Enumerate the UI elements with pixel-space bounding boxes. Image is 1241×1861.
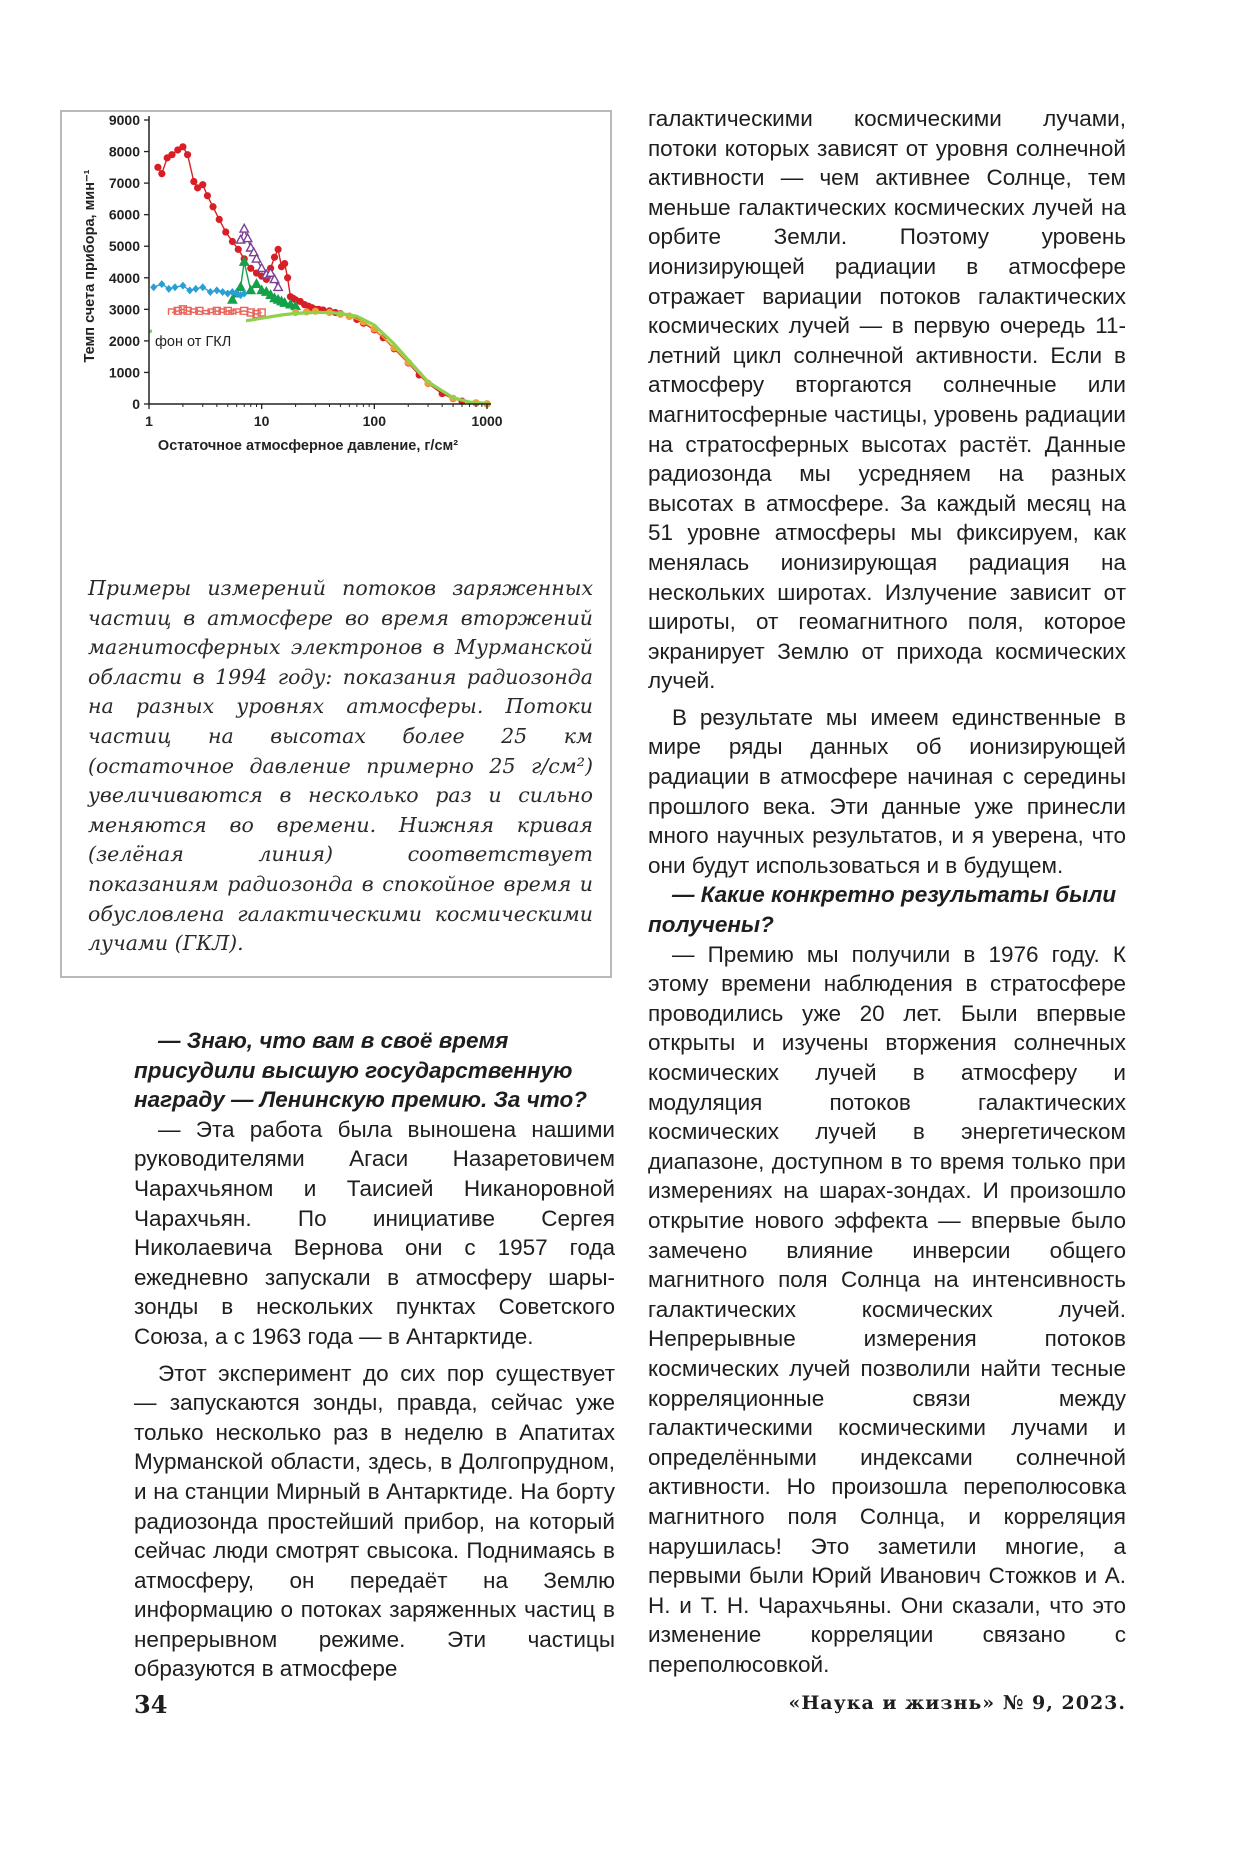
data-point-cyan [207,288,214,296]
x-tick-label: 1000 [471,413,503,429]
series-line-red [158,147,487,404]
chart-axes [82,112,503,454]
data-point-cyan [165,285,172,293]
data-point-red [209,203,216,210]
right-column [648,104,1126,1679]
figure-caption: Примеры измерений потоков заряженных частиц в атмосфере во время вторжений магнитосферных электронов в Мурманской области в 1994 году: показания радиозонда на разных уровнях атмосферы. Потоки частиц на высотах более 25 км (остаточное давление примерно 25 г/см²) увеличиваются в несколько раз и сильно меняются во времени. Нижняя кривая (зелёная линия) соответствует показаниям радиозонда в спокойное время и обусловлена галактическими космическими лучами (ГКЛ). [88,576,593,956]
y-tick-label: 9000 [108,112,140,128]
data-point-red [204,192,211,199]
y-tick-label: 1000 [108,364,140,381]
data-point-cyan [158,280,165,288]
data-point-green [252,280,260,288]
data-point-red [168,151,175,158]
y-tick-label: 0 [132,396,140,412]
x-axis-label: Остаточное атмосферное давление, г/см² [157,438,459,454]
plot-area [149,143,491,407]
body-paragraph-1: галактическими космическими лучами, потоки которых зависят от уровня солнечной активности — чем активнее Солнце, тем меньше галактических космических лучей на орбите Земли. Поэтому уровень ионизирующей радиации в атмосфере отражает вариации потоков галактических космических лучей — в первую очередь 11-летний цикл солнечной активности. Если в атмосферу вторгаются солнечные или магнитосферные частицы, уровень радиации на стратосферных высотах растёт. Данные радиозонда мы усредняем на разных высотах в атмосфере. За каждый месяц на 51 уровне атмосферы мы фиксируем, как менялась ионизирующая радиация на нескольких широтах. Излучение зависит от широты, от геомагнитного поля, которое экранирует Землю от прихода космических лучей. [648,106,1126,694]
data-point-purple [274,283,282,291]
y-tick-label: 3000 [108,301,140,318]
data-point-red [281,260,288,267]
data-point-purple [243,234,251,242]
data-point-red [184,151,191,158]
y-tick-label: 6000 [108,206,140,223]
y-axis-label: Темп счета прибора, мин⁻¹ [82,169,98,363]
data-point-purple [240,224,248,232]
answer-paragraph-2: Этот эксперимент до сих пор существует — запускаются зонды, правда, сейчас уже только несколько раз в неделю в Апатитах Мурманской области, здесь, в Долгопрудном, и на станции Мирный в Антарктиде. На борту радиозонда простейший прибор, на который сейчас люди смотрят свысока. Поднимаясь в атмосферу, он передаёт на Землю информацию о потоках заряженных частиц в непрерывном режиме. Эти частицы образуются в атмосфере [134,1360,615,1682]
data-point-red [275,246,282,253]
page-number: 34 [134,1690,168,1719]
data-point-red [190,178,197,185]
y-tick-label: 5000 [108,238,140,255]
answer-paragraph-1: — Эта работа была выношена нашими руководителями Агаси Назаретовичем Чарахчьяном и Таисией Никаноровной Чарахчьян. По инициативе Сергея Николаевича Вернова они с 1957 года ежедневно запускали в атмосферу шары-зонды в нескольких пунктах Советского Союза, а с 1963 года — в Антарктиде. [134,1116,615,1349]
question-results: — Какие конкретно результаты были получены? [648,882,1117,938]
data-point-red [158,170,165,177]
data-point-red [199,181,206,188]
data-point-green [236,283,244,291]
data-point-cyan [213,286,220,294]
annotation-gcr-background: фон от ГКЛ [155,333,232,350]
data-point-cyan [192,285,199,293]
magazine-issue: «Наука и жизнь» № 9, 2023. [788,1692,1126,1714]
y-tick-label: 2000 [108,332,140,349]
series-line-orange [296,311,487,404]
radiation-chart [62,112,602,552]
left-column [134,1026,615,1684]
data-point-red [284,274,291,281]
y-tick-label: 7000 [108,175,140,192]
data-point-purple [257,264,265,272]
data-point-cyan [199,283,206,291]
data-point-red [154,164,161,171]
data-point-red [179,143,186,150]
data-point-cyan [186,286,193,294]
data-point-red [235,246,242,253]
data-point-cyan [171,283,178,291]
y-tick-label: 8000 [108,143,140,160]
x-tick-label: 100 [362,413,387,429]
data-point-red [229,238,236,245]
data-point-red [271,254,278,261]
data-point-cyan [150,283,157,291]
x-tick-label: 1 [145,413,153,429]
question-lenin-prize: — Знаю, что вам в своё время присудили высшую государственную награду — Ленинскую премию. За что? [134,1028,587,1113]
y-tick-label: 4000 [108,269,140,286]
body-paragraph-3: — Премию мы получили в 1976 году. К этому времени наблюдения в стратосфере проводились уже 20 лет. Были впервые открыты и изучены вторжения солнечных космических лучей в атмосферу и модуляция потоков галактических космических лучей в энергетическом диапазоне, доступном в то время только при измерениях на шарах-зондах. И произошло открытие нового эффекта — впервые было замечено влияние инверсии общего магнитного поля Солнца на интенсивность галактических космических лучей. Непрерывные измерения потоков космических лучей позволили найти тесные корреляционные связи между галактическими космическими лучами и определёнными индексами солнечной активности. Но произошла переполюсовка магнитного поля Солнца, и корреляция нарушилась! Это заметили многие, а первыми были Юрий Иванович Стожков и А. Н. и Т. Н. Чарахчьяны. Они сказали, что это изменение корреляции связано с переполюсовкой. [648,941,1126,1677]
body-paragraph-2: В результате мы имеем единственные в мире ряды данных об ионизирующей радиации в атмосфере начиная с середины прошлого века. Эти данные уже принесли много научных результатов, и я уверена, что они будут использоваться и в будущем. [648,704,1126,878]
data-point-cyan [179,282,186,290]
x-tick-label: 10 [253,413,270,429]
data-point-red [222,228,229,235]
data-point-cyan [219,288,226,296]
data-point-red [216,216,223,223]
